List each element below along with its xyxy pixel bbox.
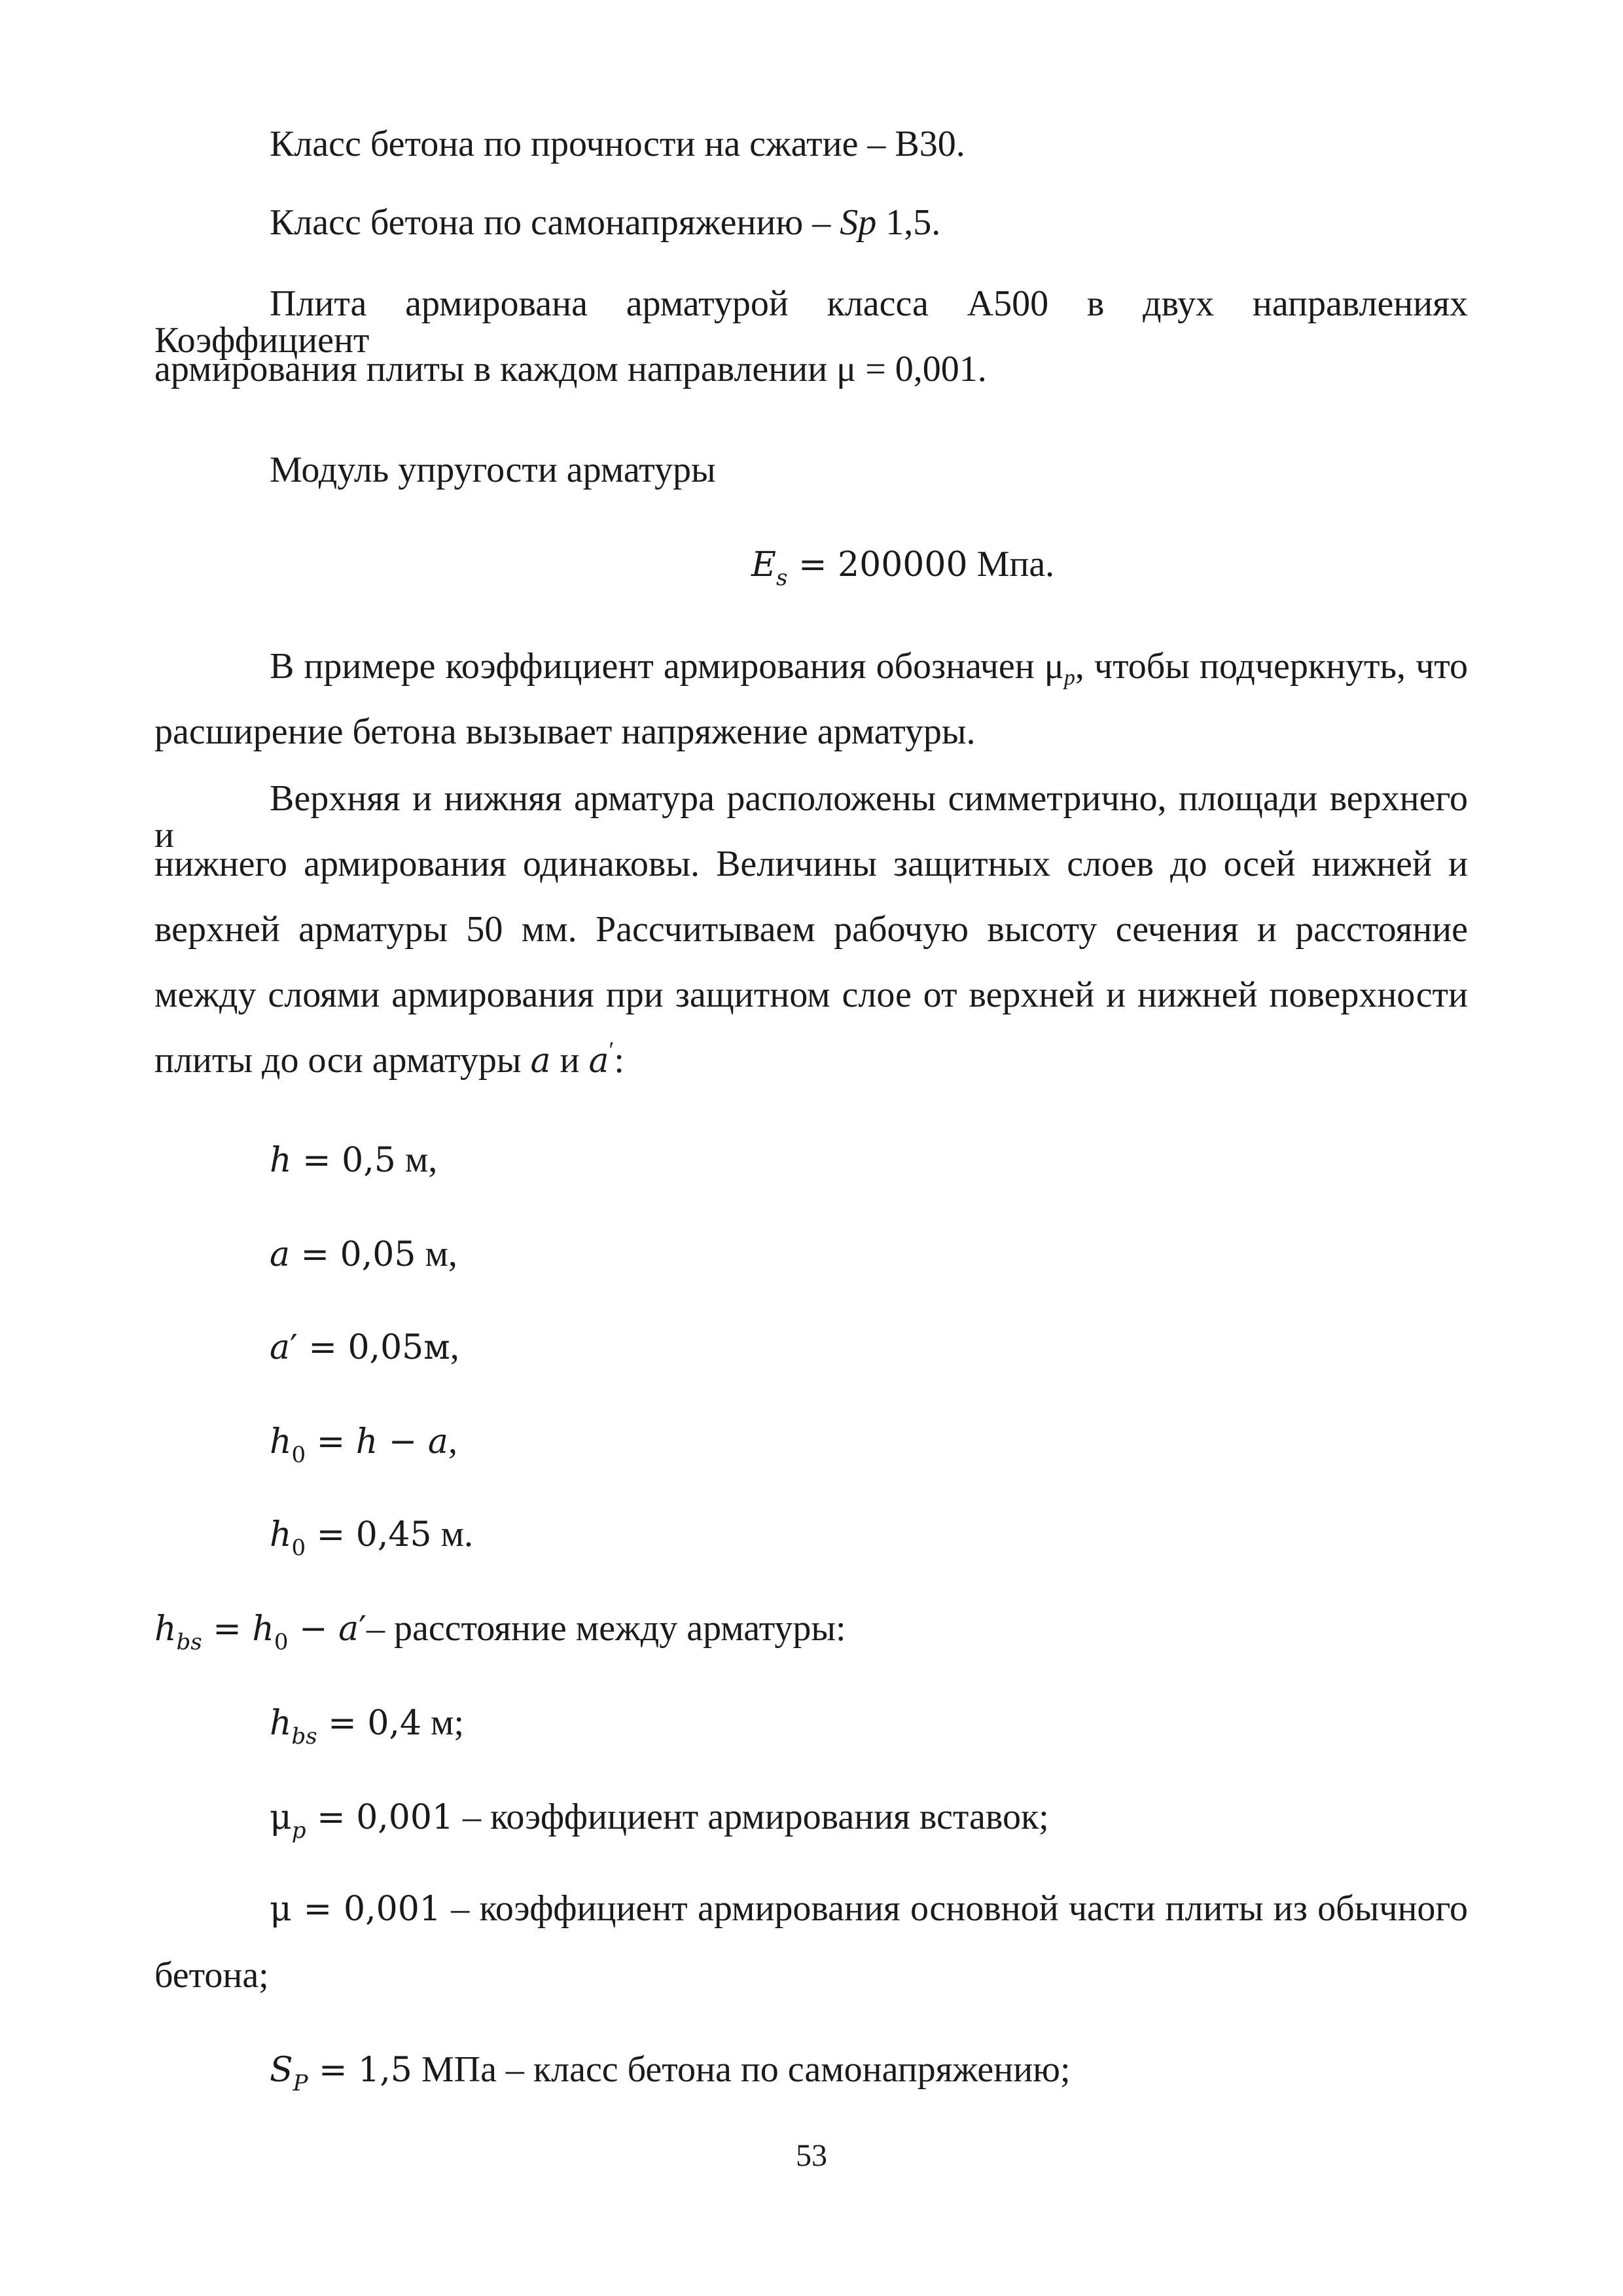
formula-mu-p: $\mu_p = 0,001$ – коэффициент армирования вставок; bbox=[270, 1797, 1049, 1844]
text-example-line-2: расширение бетона вызывает напряжение арматуры. bbox=[154, 711, 976, 752]
text-symmetry-line-3: верхней арматуры 50 мм. Рассчитываем рабочую высоту сечения и расстояние bbox=[154, 909, 1468, 950]
page-number: 53 bbox=[796, 2138, 827, 2173]
text-reinforcement-line-2: армирования плиты в каждом направлении μ = 0,001. bbox=[154, 349, 987, 389]
text-concrete-class-compression: Класс бетона по прочности на сжатие – B30. bbox=[270, 124, 965, 164]
text-reinforcement-line-1: Плита армирована арматурой класса А500 в двух направлениях Коэффициент bbox=[154, 283, 1468, 361]
formula-hbs-value: $h_{bs} = 0,4$ м; bbox=[270, 1702, 465, 1749]
text-elastic-modulus-label: Модуль упругости арматуры bbox=[270, 450, 716, 490]
text-concrete-class-self-stress: Класс бетона по самонапряжению – Sp 1,5. bbox=[270, 202, 941, 243]
formula-a: a = 0,05 м, bbox=[270, 1234, 457, 1274]
text-symmetry-line-4: между слоями армирования при защитном слое от верхней и нижней поверхности bbox=[154, 975, 1468, 1015]
formula-h0-definition: $h_0 = h - a$, bbox=[270, 1421, 457, 1468]
formula-h: h = 0,5 м, bbox=[270, 1139, 438, 1180]
formula-h0-value: $h_0 = 0,45$ м. bbox=[270, 1514, 473, 1561]
text-symmetry-line-5: плиты до оси арматуры a и a′: bbox=[154, 1037, 624, 1081]
formula-mu-line-2: бетона; bbox=[154, 1955, 269, 1996]
formula-a-prime: a′ = 0,05м, bbox=[270, 1327, 459, 1367]
text-symmetry-line-2: нижнего армирования одинаковы. Величины защитных слоев до осей нижней и bbox=[154, 844, 1468, 884]
formula-hbs-definition: $h_{bs} = h_0 - a'-$ расстояние между арматуры: bbox=[154, 1608, 846, 1655]
formula-es: $E_s = 200000$ Мпа. bbox=[751, 544, 1055, 591]
formula-sp: $S_P = 1,5$ МПа – класс бетона по самонапряжению; bbox=[270, 2049, 1071, 2096]
formula-mu-line-1: μ = 0,001 – коэффициент армирования основной части плиты из обычного bbox=[270, 1888, 1468, 1929]
text-symmetry-line-1: Верхняя и нижняя арматура расположены симметрично, площади верхнего и bbox=[154, 778, 1468, 855]
text-example-line-1: В примере коэффициент армирования обозначен μp, чтобы подчеркнуть, что bbox=[270, 646, 1469, 690]
